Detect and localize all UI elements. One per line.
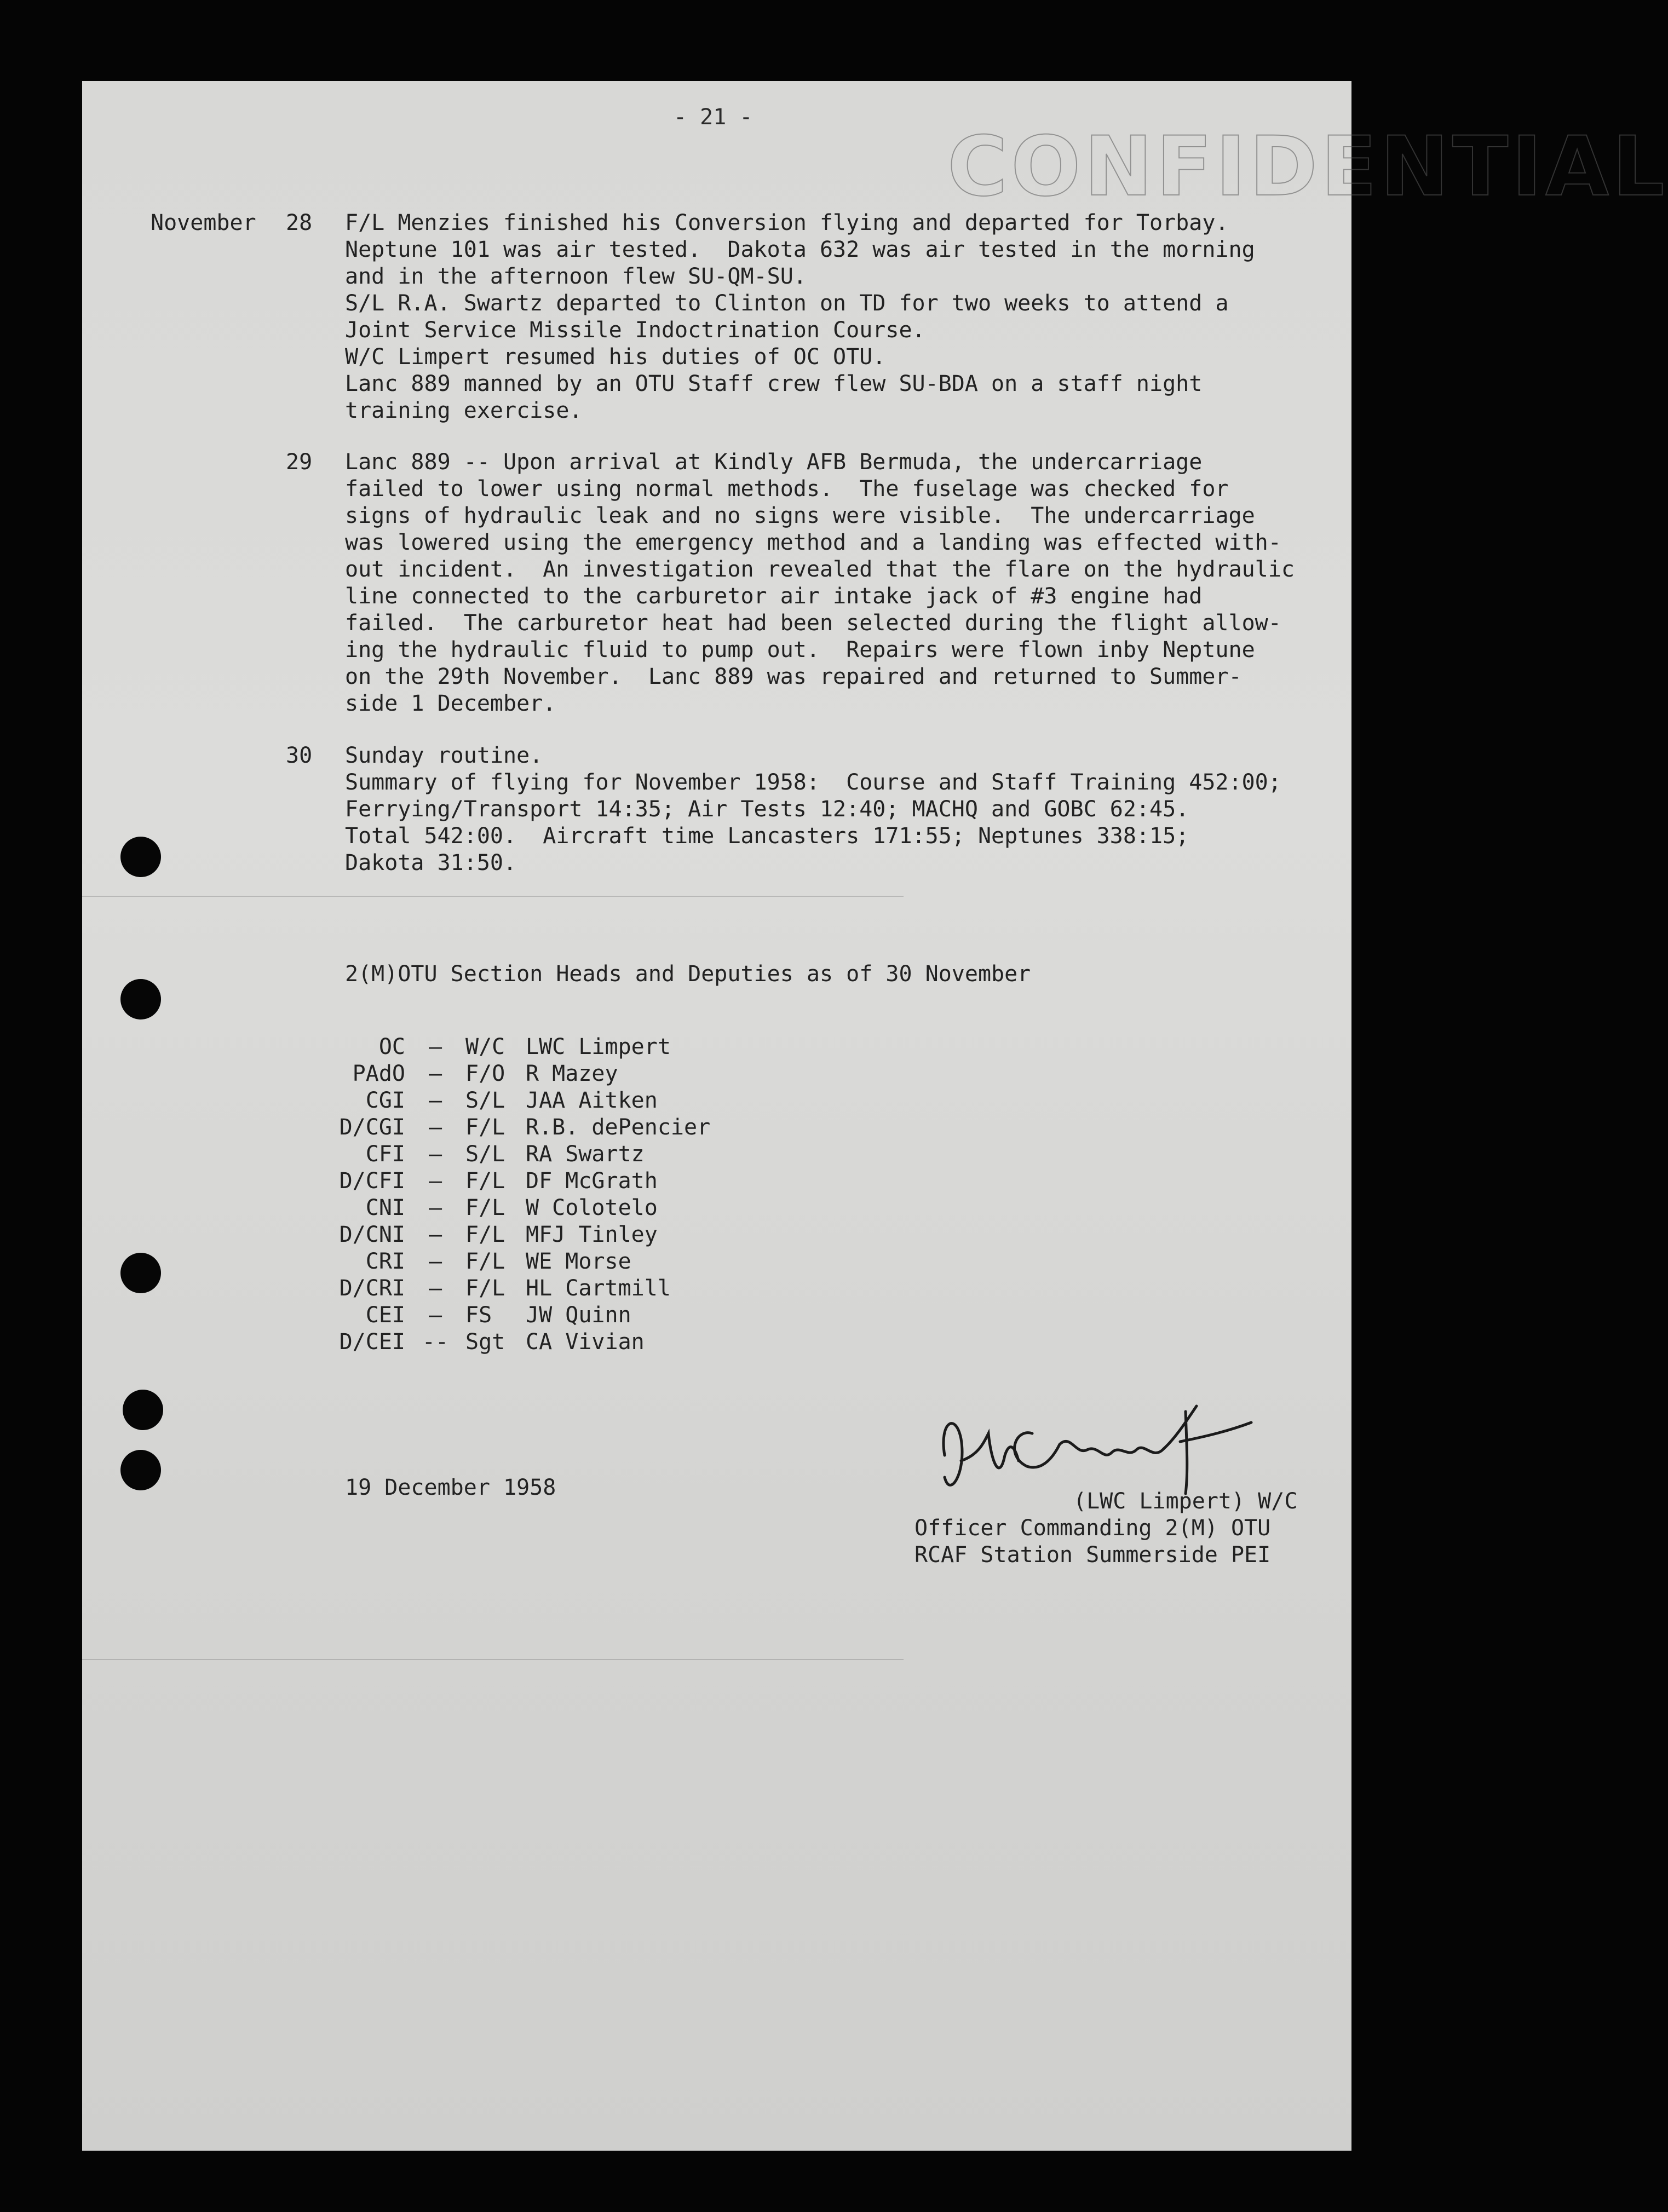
entry-line: Lanc 889 -- Upon arrival at Kindly AFB Bermuda, the undercarriage	[345, 450, 1203, 475]
roster-row	[329, 1087, 854, 1114]
roster-row	[329, 1248, 854, 1275]
roster-rank: FS	[465, 1303, 492, 1328]
roster-role: CRI	[365, 1249, 405, 1274]
entry-body	[345, 742, 1281, 877]
roster-name: HL Cartmill	[526, 1276, 671, 1301]
roster-role: D/CEI	[339, 1329, 405, 1355]
roster-dash: —	[428, 1034, 442, 1059]
entry-line: Joint Service Missile Indoctrination Course.	[345, 318, 925, 343]
document-page	[82, 81, 1668, 2151]
roster-rank: W/C	[465, 1034, 505, 1059]
punch-hole	[120, 979, 161, 1019]
roster-row	[329, 1329, 854, 1356]
roster-name: JAA Aitken	[526, 1088, 658, 1113]
entry-line: on the 29th November. Lanc 889 was repaired and returned to Summer-	[345, 664, 1242, 689]
punch-hole	[120, 1253, 161, 1293]
roster-dash: —	[428, 1195, 442, 1220]
roster-row	[329, 1034, 854, 1061]
entry-line: was lowered using the emergency method and a landing was effected with-	[345, 530, 1281, 555]
entry-line: Sunday routine.	[345, 743, 543, 768]
roster-dash: —	[428, 1303, 442, 1328]
roster-row	[329, 1061, 854, 1087]
entry-line: Ferrying/Transport 14:35; Air Tests 12:40; MACHQ and GOBC 62:45.	[345, 797, 1189, 822]
roster-role: PAdO	[352, 1061, 405, 1086]
roster-dash: —	[428, 1115, 442, 1140]
roster-dash: —	[428, 1222, 442, 1247]
entry-line: and in the afternoon flew SU-QM-SU.	[345, 264, 807, 289]
entry-line: side 1 December.	[345, 691, 556, 716]
roster-row	[329, 1275, 854, 1302]
roster-name: RA Swartz	[526, 1142, 645, 1167]
roster-row	[329, 1222, 854, 1248]
document-date: 19 December 1958	[345, 1475, 556, 1500]
entry-line: Summary of flying for November 1958: Course and Staff Training 452:00;	[345, 770, 1281, 795]
signature-block	[914, 1488, 1297, 1569]
roster-role: CGI	[365, 1088, 405, 1113]
entry-line: out incident. An investigation revealed that the flare on the hydraulic	[345, 557, 1295, 582]
entry-line: W/C Limpert resumed his duties of OC OTU.	[345, 344, 886, 370]
roster-rank: Sgt	[465, 1329, 505, 1355]
roster-dash: —	[428, 1088, 442, 1113]
entry-line: failed to lower using normal methods. The fuselage was checked for	[345, 476, 1229, 502]
page-number: - 21 -	[674, 105, 753, 130]
entry-line: Neptune 101 was air tested. Dakota 632 was air tested in the morning	[345, 237, 1255, 262]
roster-role: D/CRI	[339, 1276, 405, 1301]
roster-row	[329, 1168, 854, 1195]
entry-day: 28	[286, 210, 313, 235]
roster-role: CEI	[365, 1303, 405, 1328]
signatory-name: (LWC Limpert) W/C	[1073, 1489, 1298, 1514]
entry-month: November	[151, 210, 256, 235]
roster-role: CFI	[365, 1142, 405, 1167]
entry-body	[345, 210, 1255, 424]
roster-role: D/CGI	[339, 1115, 405, 1140]
roster-name: JW Quinn	[526, 1303, 631, 1328]
entry-line: training exercise.	[345, 398, 583, 423]
roster-name: CA Vivian	[526, 1329, 645, 1355]
roster-name: MFJ Tinley	[526, 1222, 658, 1247]
punch-hole	[120, 1450, 161, 1490]
roster-dash: —	[428, 1168, 442, 1194]
entry-line: S/L R.A. Swartz departed to Clinton on TD for two weeks to attend a	[345, 291, 1229, 316]
punch-hole	[120, 837, 161, 877]
roster-rank: F/L	[465, 1276, 505, 1301]
roster-row	[329, 1114, 854, 1141]
roster-rank: F/L	[465, 1249, 505, 1274]
roster-name: WE Morse	[526, 1249, 631, 1274]
entry-line: line connected to the carburetor air intake jack of #3 engine had	[345, 584, 1203, 609]
roster-name: R Mazey	[526, 1061, 618, 1086]
roster-dash: —	[428, 1061, 442, 1086]
roster-role: CNI	[365, 1195, 405, 1220]
entry-line: ing the hydraulic fluid to pump out. Repairs were flown inby Neptune	[345, 637, 1255, 663]
roster-name: R.B. dePencier	[526, 1115, 711, 1140]
roster-role: D/CFI	[339, 1168, 405, 1194]
roster-rank: F/L	[465, 1115, 505, 1140]
entry-line: Total 542:00. Aircraft time Lancasters 171:55; Neptunes 338:15;	[345, 823, 1189, 849]
roster-name: DF McGrath	[526, 1168, 658, 1194]
entry-line: Dakota 31:50.	[345, 850, 517, 875]
roster-dash: —	[428, 1249, 442, 1274]
roster-rank: S/L	[465, 1142, 505, 1167]
roster-dash: —	[428, 1276, 442, 1301]
roster-role: D/CNI	[339, 1222, 405, 1247]
roster-rank: F/O	[465, 1061, 505, 1086]
punch-hole	[123, 1390, 163, 1430]
roster-list	[329, 1034, 854, 1356]
roster-name: LWC Limpert	[526, 1034, 671, 1059]
signatory-title: Officer Commanding 2(M) OTU	[914, 1516, 1271, 1541]
roster-dash: --	[422, 1329, 449, 1355]
section-title: 2(M)OTU Section Heads and Deputies as of 30 November	[345, 961, 1031, 987]
roster-rank: S/L	[465, 1088, 505, 1113]
entry-line: F/L Menzies finished his Conversion flying and departed for Torbay.	[345, 210, 1229, 235]
entry-body	[345, 449, 1295, 717]
roster-row	[329, 1302, 854, 1329]
entry-line: signs of hydraulic leak and no signs were visible. The undercarriage	[345, 503, 1255, 528]
roster-rank: F/L	[465, 1222, 505, 1247]
fold-line	[82, 1659, 904, 1660]
roster-role: OC	[378, 1034, 405, 1059]
entry-day: 29	[286, 450, 313, 475]
entry-line: failed. The carburetor heat had been selected during the flight allow-	[345, 610, 1281, 636]
entry-line: Lanc 889 manned by an OTU Staff crew flew SU-BDA on a staff night	[345, 371, 1203, 396]
confidential-stamp: CONFIDENTIAL	[947, 119, 1668, 215]
signatory-station: RCAF Station Summerside PEI	[914, 1542, 1271, 1568]
roster-rank: F/L	[465, 1195, 505, 1220]
roster-dash: —	[428, 1142, 442, 1167]
roster-name: W Colotelo	[526, 1195, 658, 1220]
roster-row	[329, 1195, 854, 1222]
fold-line	[82, 896, 904, 897]
roster-rank: F/L	[465, 1168, 505, 1194]
entry-day: 30	[286, 743, 313, 768]
roster-row	[329, 1141, 854, 1168]
